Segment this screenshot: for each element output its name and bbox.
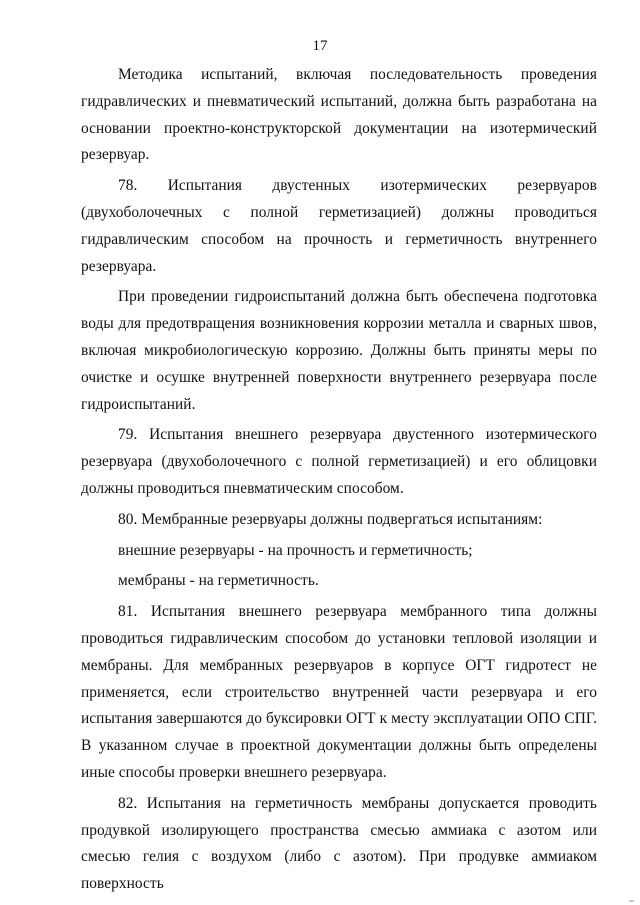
paragraph-78: 78. Испытания двустенных изотермических резервуаров (двухоболочечных с полной герметизацией) должны проводиться гидравлическим способом на прочность и герметичность внутреннего резервуара. bbox=[81, 177, 597, 275]
paragraph-80-membranes: мембраны - на герметичность. bbox=[118, 572, 319, 590]
scan-artifact bbox=[629, 900, 634, 902]
paragraph-82: 82. Испытания на герметичность мембраны допускается проводить продувкой изолирующего пространства смесью аммиака с азотом или смесью гелия с воздухом (либо с азотом). При продувке аммиаком поверхность bbox=[81, 794, 597, 893]
document-body bbox=[81, 62, 597, 898]
paragraph-hydrotest-water: При проведении гидроиспытаний должна быть обеспечена подготовка воды для предотвращения возникновения коррозии металла и сварных швов, включая микробиологическую коррозию. Должны быть приняты меры по очистке и осушке внутренней поверхности внутреннего резервуара после гидроиспытаний. bbox=[81, 288, 597, 413]
paragraph-80: 80. Мембранные резервуары должны подвергаться испытаниям: bbox=[118, 510, 543, 528]
paragraph-81: 81. Испытания внешнего резервуара мембранного типа должны проводиться гидравлическим способом до установки тепловой изоляции и мембраны. Для мембранных резервуаров в корпусе ОГТ гидротест не применяется, если строительство внутренней части резервуара и его испытания завершаются до буксировки ОГТ к месту эксплуатации ОПО СПГ. В указанном случае в проектной документации должны быть определены иные способы проверки внешнего резервуара. bbox=[81, 603, 597, 781]
page-number: 17 bbox=[312, 38, 328, 54]
paragraph-methodology: Методика испытаний, включая последовательность проведения гидравлических и пневматический испытаний, должна быть разработана на основании проектно-конструкторской документации на изотермический резервуар. bbox=[81, 66, 597, 164]
paragraph-80-external: внешние резервуары - на прочность и герметичность; bbox=[118, 541, 473, 559]
paragraph-79: 79. Испытания внешнего резервуара двустенного изотермического резервуара (двухоболочечного с полной герметизацией) и его облицовки должны проводиться пневматическим способом. bbox=[81, 426, 597, 497]
